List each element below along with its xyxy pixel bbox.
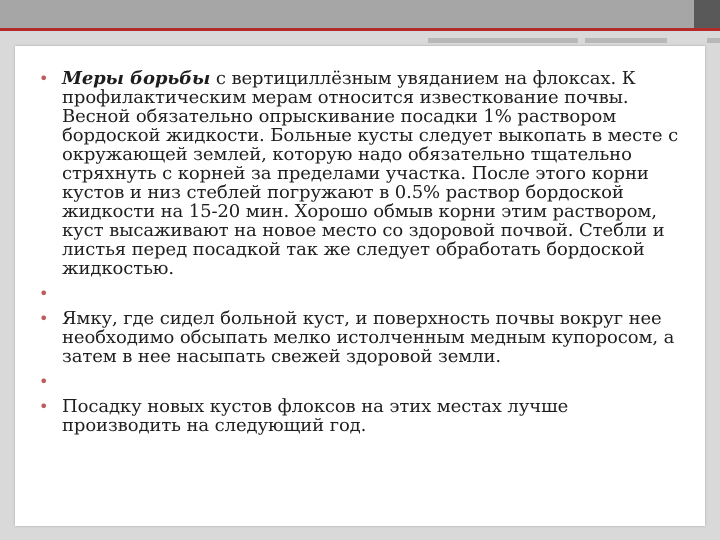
decor-bar [585,38,667,43]
content-panel [15,46,705,526]
bullet-dot-icon: • [39,372,49,391]
bullet-dot-icon: • [39,397,49,416]
bullet-list [39,69,679,435]
bullet-item-2 [39,309,679,366]
header-accent-line [0,28,720,31]
header-band-corner [694,0,720,28]
bullet-text: Посадку новых кустов флоксов на этих местах лучше производить на следующий год. [62,396,569,436]
bullet-dot-icon: • [39,284,49,303]
header-band [0,0,720,28]
bullet-item-empty [39,284,679,303]
bullet-text: Ямку, где сидел больной куст, и поверхность почвы вокруг нее необходимо обсыпать мелко истолченным медным купоросом, а затем в нее насыпать свежей здоровой земли. [62,308,675,367]
decor-bar [428,38,578,43]
bullet-dot-icon: • [39,69,49,88]
bullet-lead-text: Меры борьбы [62,68,211,89]
bullet-item-empty [39,372,679,391]
bullet-text: с вертициллёзным увяданием на флоксах. К профилактическим мерам относится известкование почвы. Весной обязательно опрыскивание посадки 1% раствором бордоской жидкости. Больные кусты следует выкопать в месте с окружающей землей, которую надо обязательно тщательно стряхнуть с корней за пределами участка. После этого корни кустов и низ стеблей погружают в 0.5% раствор бордоской жидкости на 15-20 мин. Хорошо обмыв корни этим раствором, куст высаживают на новое место со здоровой почвой. Стебли и листья перед посадкой так же следует обработать бордоской жидкостью. [62,68,679,279]
bullet-item-3 [39,397,679,435]
decor-bar [707,38,720,43]
bullet-item-1 [39,69,679,278]
bullet-dot-icon: • [39,309,49,328]
